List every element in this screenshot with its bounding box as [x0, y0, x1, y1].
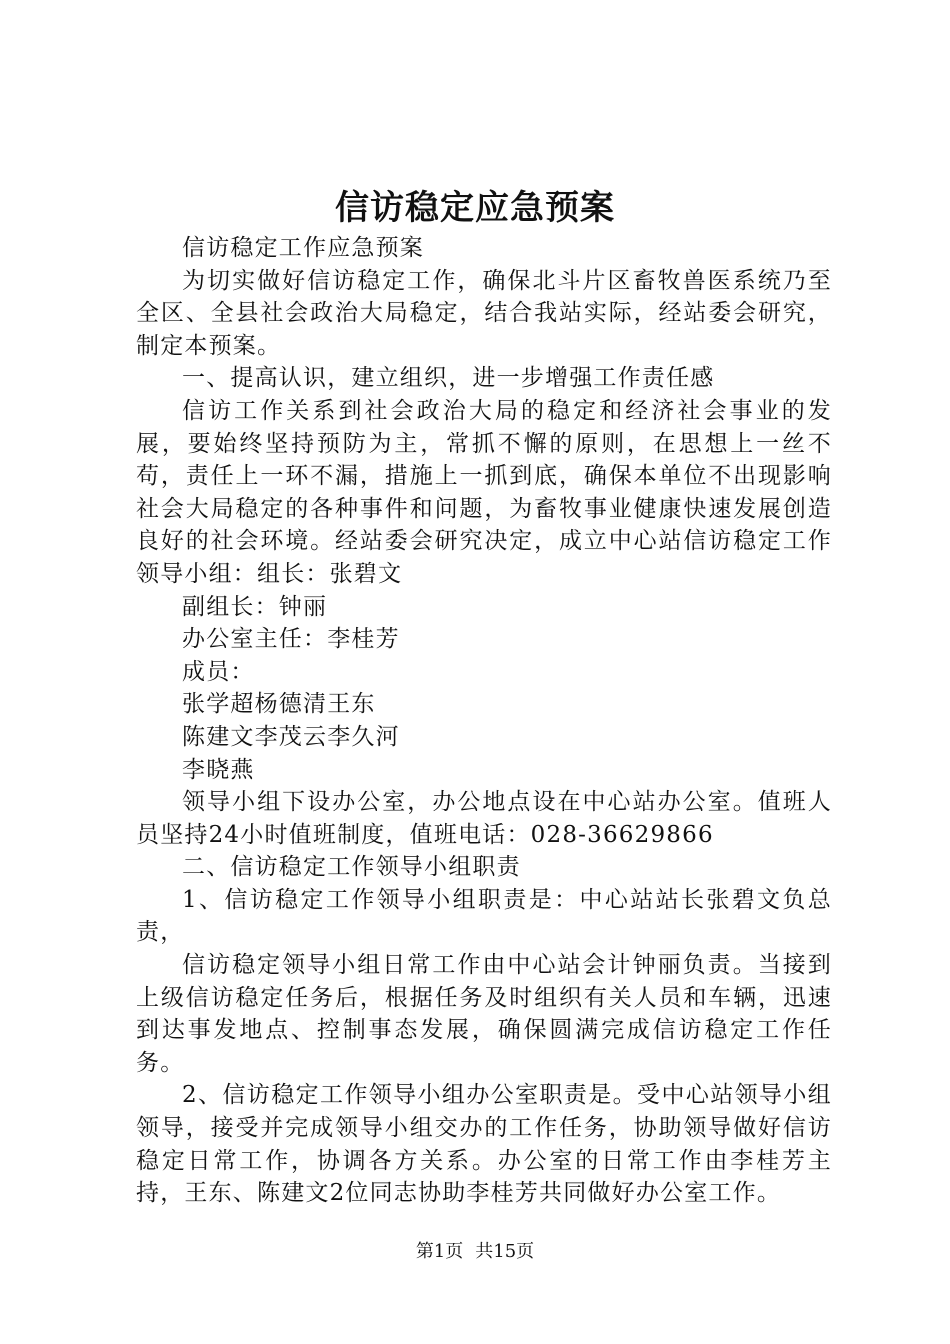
document-title: 信访稳定应急预案 — [335, 188, 615, 228]
members-row-3: 李晓燕 — [182, 756, 255, 783]
paragraph-daily-work: 信访稳定领导小组日常工作由中心站会计钟丽负责。当接到上级信访稳定任务后，根据任务及时组织有关人员和车辆，迅速到达事发地点、控制事态发展，确保圆满完成信访稳定工作任务。 — [136, 952, 832, 1076]
section-heading-1: 一、提高认识，建立组织，进一步增强工作责任感 — [182, 365, 715, 392]
paragraph-heading-plan: 信访稳定工作应急预案 — [182, 235, 424, 261]
paragraph-duty-2: 2、信访稳定工作领导小组办公室职责是。受中心站领导小组领导，接受并完成领导小组交办的工作任务，协助领导做好信访稳定日常工作，协调各方关系。办公室的日常工作由李桂芳主持，王东、陈建文2位同志协助李桂芳共同做好办公室工作。 — [136, 1082, 832, 1207]
document-body — [136, 232, 832, 1210]
section-heading-2: 二、信访稳定工作领导小组职责 — [182, 854, 521, 881]
paragraph-intro: 为切实做好信访稳定工作，确保北斗片区畜牧兽医系统乃至全区、全县社会政治大局稳定，结合我站实际，经站委会研究，制定本预案。 — [136, 267, 832, 359]
office-director-line: 办公室主任：李桂芳 — [182, 626, 400, 653]
members-row-1: 张学超杨德清王东 — [182, 691, 376, 718]
page-number: 第1页 — [415, 1241, 464, 1262]
page-footer — [0, 1240, 950, 1264]
paragraph-duty-1: 1、信访稳定工作领导小组职责是：中心站站长张碧文负总责， — [136, 886, 832, 946]
paragraph-section-1: 信访工作关系到社会政治大局的稳定和经济社会事业的发展，要始终坚持预防为主，常抓不懈的原则，在思想上一丝不苟，责任上一环不漏，措施上一抓到底，确保本单位不出现影响社会大局稳定的各种事件和问题，为畜牧事业健康快速发展创造良好的社会环境。经站委会研究决定，成立中心站信访稳定工作领导小组：组长：张碧文 — [136, 397, 832, 587]
members-row-2: 陈建文李茂云李久河 — [182, 723, 400, 750]
members-label: 成员： — [182, 658, 255, 685]
deputy-leader-line: 副组长：钟丽 — [182, 593, 328, 620]
page-total: 共15页 — [475, 1241, 535, 1262]
paragraph-office-duty: 领导小组下设办公室，办公地点设在中心站办公室。值班人员坚持24小时值班制度，值班电话：028-36629866 — [136, 789, 832, 848]
